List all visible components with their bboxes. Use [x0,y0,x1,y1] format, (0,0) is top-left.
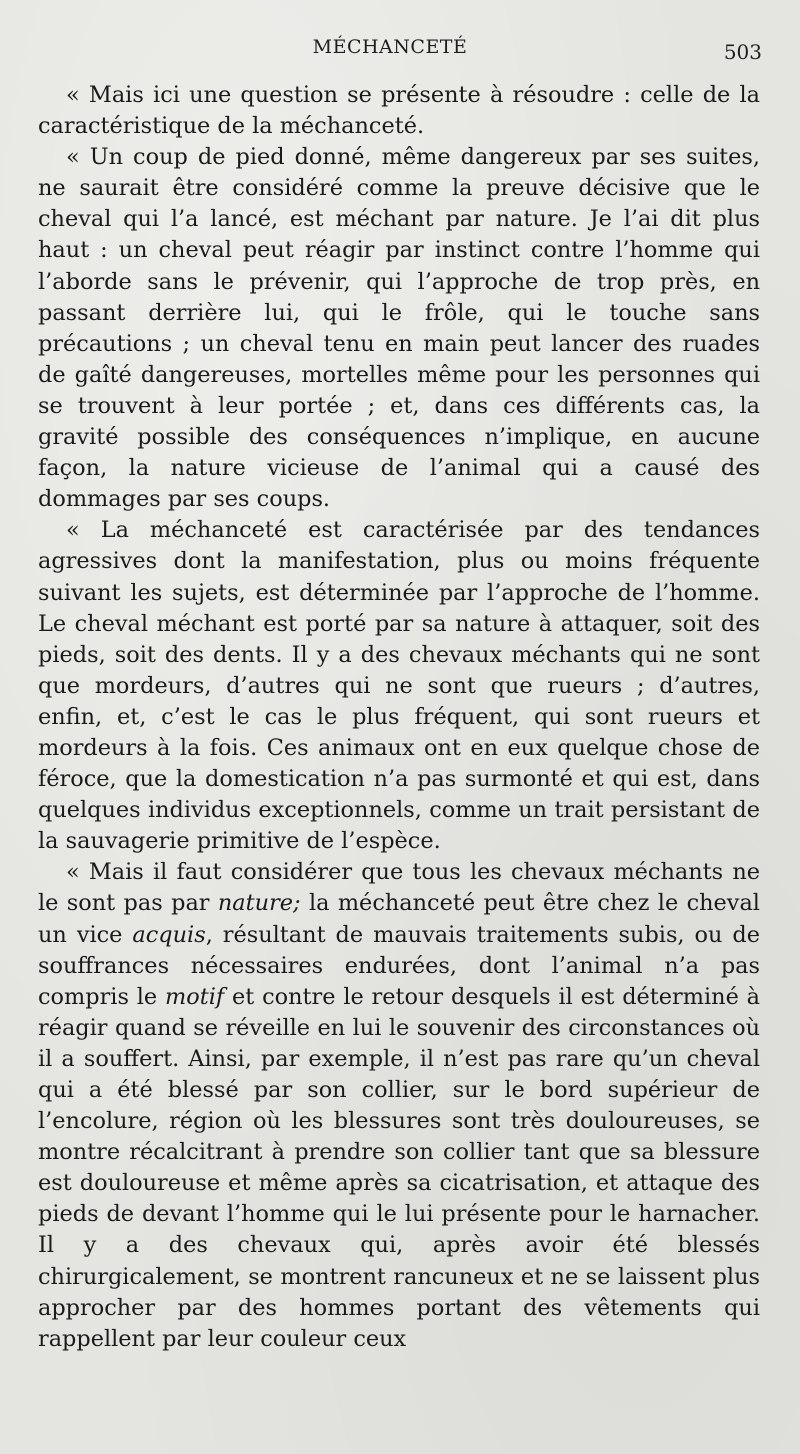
italic-word: acquis [132,921,206,948]
paragraph-text: , résultant de mauvais traitements subis, ou de souffrances nécessaires endurées, dont l’animal n’a pas compris le [38,921,760,1010]
paragraph: « Un coup de pied donné, même dangereux par ses suites, ne saurait être considéré comme la preuve décisive que le cheval qui l’a lancé, est méchant par nature. Je l’ai dit plus haut : un cheval peut réagir par instinct contre l’homme qui l’aborde sans le prévenir, qui l’approche de trop près, en passant derrière lui, qui le frôle, qui le touche sans précautions ; un cheval tenu en main peut lancer des ruades de gaîté dangereuses, mortelles même pour les personnes qui se trouvent à leur portée ; et, dans ces différents cas, la gravité possible des conséquences n’implique, en aucune façon, la nature vicieuse de l’animal qui a causé des dommages par ses coups. [38,144,760,513]
paragraph: « La méchanceté est caractérisée par des tendances agressives dont la manifestation, plus ou moins fréquente suivant les sujets, est déterminée par l’approche de l’homme. Le cheval méchant est porté par sa nature à attaquer, soit des pieds, soit des dents. Il y a des chevaux méchants qui ne sont que mordeurs, d’autres qui ne sont que rueurs ; d’autres, enfin, et, c’est le cas le plus fréquent, qui sont rueurs et mordeurs à la fois. Ces animaux ont en eux quelque chose de féroce, que la domestication n’a pas surmonté et qui est, dans quelques individus exceptionnels, comme un trait persistant de la sauvagerie primitive de l’espèce. [38,517,760,855]
italic-word: nature; [217,890,301,917]
page-number: 503 [723,40,762,64]
paragraph-text: et contre le retour desquels il est déterminé à réagir quand se réveille en lui le souvenir des circonstances où il a souffert. Ainsi, par exemple, il n’est pas rare qu’un cheval qui a été blessé par son collier, sur le bord supérieur de l’encolure, région où les blessures sont très douloureuses, se montre récalcitrant à prendre son collier tant que sa blessure est douloureuse et même après sa cicatrisation, et attaque des pieds de devant l’homme qui le lui présente pour le harnacher. Il y a des chevaux qui, après avoir été blessés chirurgicalement, se montrent rancuneux et ne se laissent plus approcher par des hommes portant des vêtements qui rappellent par leur couleur ceux [38,983,760,1352]
italic-word: motif [165,983,225,1010]
paragraph-text: la méchanceté peut être chez le cheval un vice [38,890,760,948]
running-title: MÉCHANCETÉ [312,36,468,58]
paragraph: « Mais ici une question se présente à résoudre : celle de la caractéristique de la méchanceté. [38,82,760,140]
paragraph [38,857,760,1355]
body-text [38,80,760,1355]
paragraph-text: « Mais il faut considérer que tous les chevaux méchants ne le sont pas par [38,859,760,917]
page-header [0,36,800,76]
